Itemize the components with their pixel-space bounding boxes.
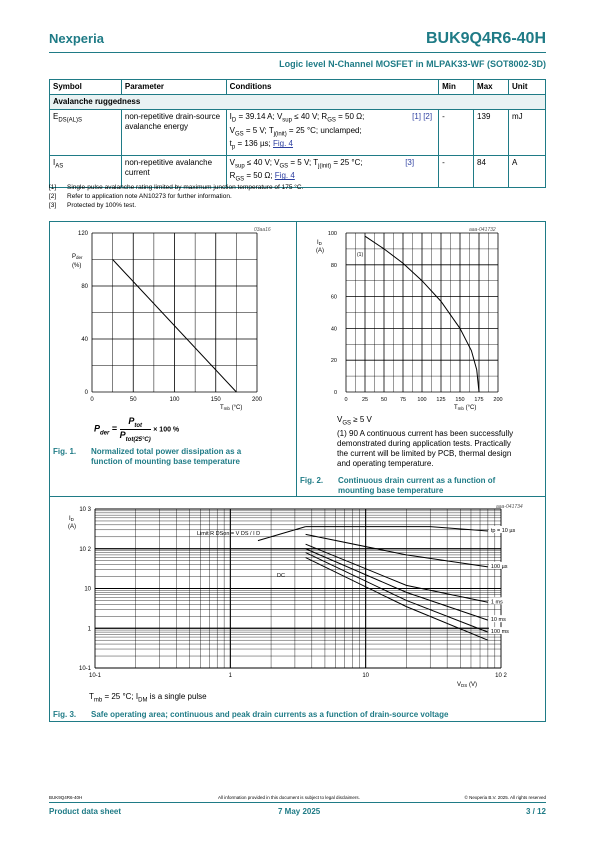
max-cell: 84 [474,155,509,187]
parameter-cell: non-repetitive avalanche current [121,155,226,187]
fig2-chart [296,221,546,416]
col-unit: Unit [509,80,546,95]
fig4-link[interactable]: Fig. 4 [274,171,295,181]
avalanche-table [49,79,546,188]
fig3-dc-label: DC [277,573,285,579]
footer-copyright: © Nexperia B.V. 2025. All rights reserved [464,795,546,800]
table-header-row [50,80,546,95]
fig3-x-tick: 1 [228,673,233,679]
unit-cell: mJ [509,110,546,156]
fig1-yunit: (%) [72,263,82,269]
group-label: Avalanche ruggedness [50,95,546,110]
fig2-x-tick: 150 [455,397,465,403]
fig3-series-labels [489,526,527,635]
col-symbol: Symbol [50,80,122,95]
fig3-ylabel: ID [69,516,74,522]
footer-divider [49,802,546,803]
fig3-y-tick: 10-1 [78,666,91,672]
footer-date: 7 May 2025 [278,807,321,816]
fig4-link[interactable]: Fig. 4 [273,139,294,149]
col-conditions: Conditions [226,80,438,95]
fig3-xlabel: VDS (V) [457,682,477,688]
fig3-series-line [258,527,306,541]
fig3-note: $T_{mb} = 25$ °C; $I_{DM}$ is a single pulse [89,692,207,704]
fig3-x-tick: 10-1 [88,673,102,679]
fig2-curve-label: (1) [357,252,364,258]
fig2-x-tick: 25 [361,397,369,403]
fig1-chart [49,221,297,445]
fig1-x-tick: 150 [210,397,221,403]
fig1-y-tick: 40 [81,337,88,343]
fig1-y-tick: 80 [81,284,88,290]
fig1-x-tick: 0 [90,397,94,403]
fig1-caption: Fig. 1. Normalized total power dissipation as a function of mounting base temperature [53,447,242,466]
fig3-series-label: 100 µs [490,563,508,570]
min-cell: - [439,110,474,156]
fig2-y-tick: 80 [330,262,337,269]
conditions-cell: [3] $V_{sup} \le 40$ V; $V_{GS} = 5$ V; $T_{j(init)} = 25$ °C; $R_{GS} = 50$ Ω; Fig. 4 [226,155,438,187]
col-parameter: Parameter [121,80,226,95]
header-divider [49,52,546,53]
fig3-series-label: 10 ms [490,617,506,624]
fig3-caption: Fig. 3. Safe operating area; continuous and peak drain currents as a function of drain-source voltage [53,710,449,719]
fig3-x-tick: 10 [362,673,370,679]
fig1-x-tick: 50 [129,397,137,403]
table-row [50,110,546,156]
fig2-ylabel: ID [317,240,322,246]
footer-doc-type: Product data sheet [49,807,122,816]
fig2-x-tick: 75 [399,397,407,403]
fig1-formula: $P_{der}$ = $P_{tot}$ $P_{tot(25^\circ C)}$ × 100 % [94,416,180,443]
fig3-y-tick: 10 3 [79,507,91,513]
fig2-x-tick: 100 [417,397,427,403]
fig2-y-tick: 100 [327,231,337,237]
max-cell: 139 [474,110,509,156]
fig3-series-label: tp = 10 µs [490,527,516,534]
fig1-x-tick: 100 [169,397,180,403]
fig2-tick-labels [328,231,503,403]
fig3-grid [95,509,501,668]
fig3-series-label: 1 ms [490,599,503,606]
fig3-series-line [306,527,488,531]
note-refs[interactable]: [1] [2] [412,112,433,121]
fig1-y-tick: 0 [84,390,88,396]
footer-disclaimer: All information provided in this document is subject to legal disclaimers. [218,795,360,800]
fig1-code: 03aa16 [254,227,271,233]
fig2-y-tick: 60 [330,294,337,301]
document-subtitle: Logic level N-Channel MOSFET in MLPAK33-WF (SOT8002-3D) [279,59,546,69]
part-number: BUK9Q4R6-40H [425,30,546,47]
fig1-tick-labels [78,231,263,403]
fig2-xlabel: Tmb (°C) [454,405,477,411]
fig2-x-tick: 125 [436,397,446,403]
symbol-cell: $I_{AS}$ [50,155,122,187]
fig3-series-label: 100 ms [490,629,509,636]
unit-cell: A [509,155,546,187]
table-notes [49,183,546,210]
note-item: [2] Refer to application note AN10273 for further information. [49,193,232,200]
fig3-x-tick: 10 2 [495,673,507,679]
table-group-row [50,95,546,110]
fig1-x-tick: 200 [251,397,263,403]
col-min: Min [439,80,474,95]
fig3-y-tick: 10 2 [79,546,91,553]
fig1-ylabel: Pder [72,254,83,260]
fig3-series [258,527,488,641]
min-cell: - [439,155,474,187]
note-refs[interactable]: [3] [405,157,415,167]
fig3-y-tick: 1 [87,626,91,633]
fig3-code: aaa-041734 [496,504,523,510]
fig2-x-tick: 200 [493,397,503,403]
fig1-grid [92,233,257,392]
footer-page: 3 / 12 [525,807,546,816]
fig2-x-tick: 175 [474,397,484,403]
fig2-y-tick: 0 [333,390,337,396]
note-item: [3] Protected by 100% test. [49,202,137,209]
fig3-chart [49,497,546,692]
fig2-x-tick: 50 [380,397,388,403]
fig2-note: $V_{GS} \ge 5$ V (1) 90 A continuous current has been successfully demonstrated during application tests. Practically the current will be limited by PCB, thermal design and operating temperature. [337,415,514,468]
conditions-cell: [1] [2] $I_D = 39.14$ A; $V_{sup} \le 40$ V; $R_{GS} = 50$ Ω; $V_{GS} = 5$ V; $T_{j(init)} = 25$ °C; unclamped; $t_p = 136$ µs; Fig. 4 [226,110,438,156]
fig3-limit-label: Limit R DSon = V DS / I D [197,531,261,537]
fig2-grid [346,233,498,392]
parameter-cell: non-repetitive drain-source avalanche energy [121,110,226,156]
fig2-y-tick: 40 [330,326,337,333]
fig2-code: aaa-041732 [469,227,496,233]
company-name: Nexperia [49,31,104,46]
fig2-x-tick: 0 [344,397,348,403]
fig2-y-tick: 20 [330,358,337,365]
fig1-y-tick: 120 [77,231,88,237]
fig3-yunit: (A) [68,524,76,530]
symbol-cell: $E_{DS(AL)S}$ [50,110,122,156]
fig3-y-tick: 10 [84,586,91,593]
fig2-caption: Fig. 2. Continuous drain current as a function of mounting base temperature [300,476,496,495]
fig1-xlabel: Tmb (°C) [220,405,243,411]
col-max: Max [474,80,509,95]
fig2-yunit: (A) [316,248,324,254]
footer-doc-id: BUK9Q4R6-40H [49,795,83,800]
note-item: [1] Single-pulse avalanche rating limited by maximum junction temperature of 175 °C. [49,184,304,191]
